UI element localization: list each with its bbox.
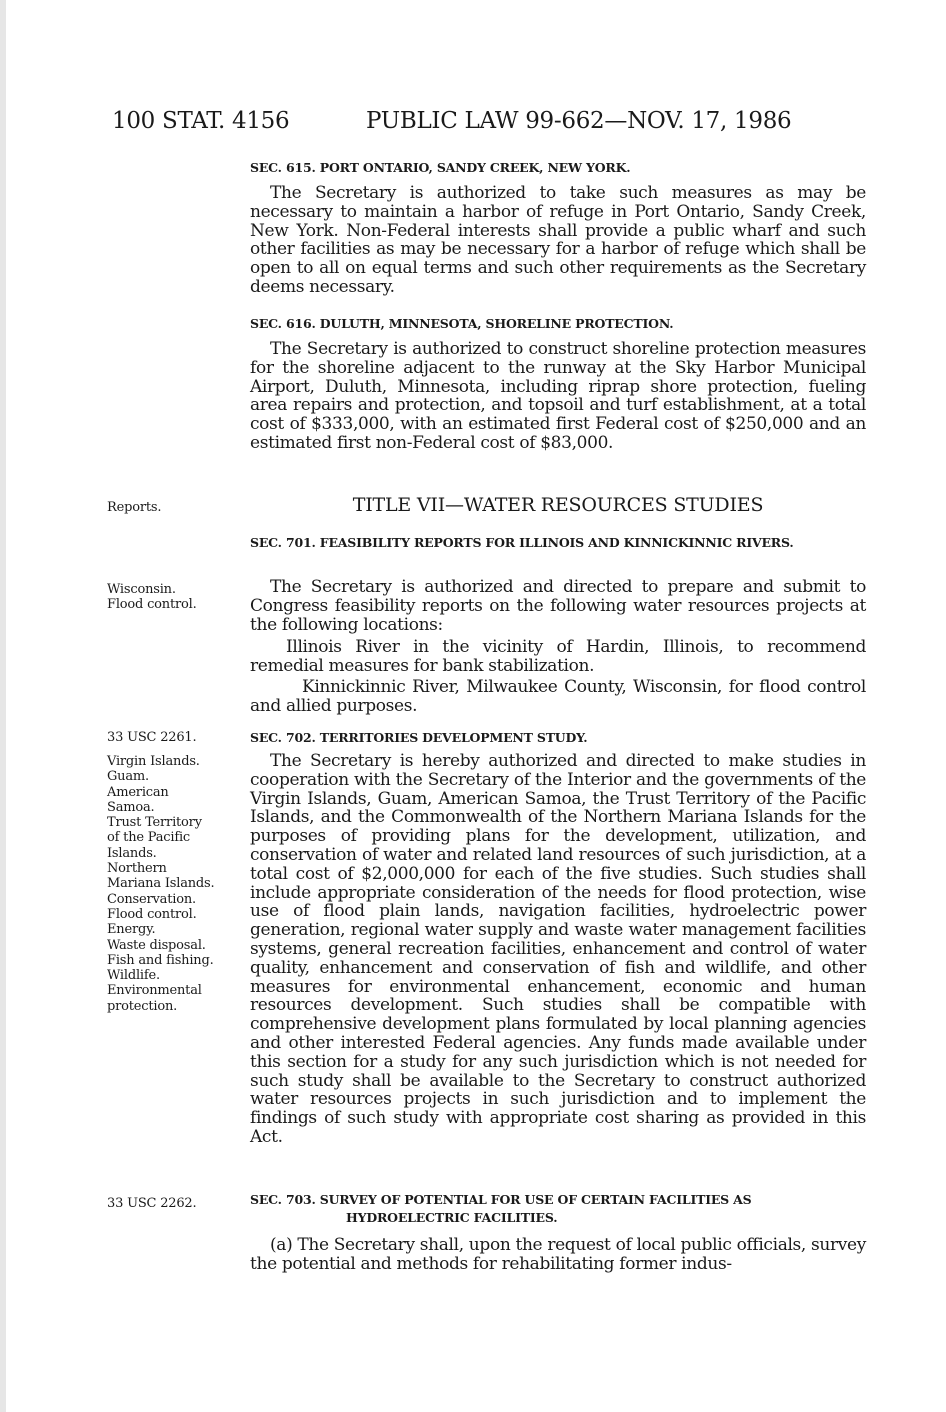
margin-note: Mariana Islands. xyxy=(107,876,215,892)
section-702-heading: SEC. 702. TERRITORIES DEVELOPMENT STUDY. xyxy=(250,730,588,745)
margin-note: American xyxy=(107,784,169,800)
scan-edge xyxy=(0,0,6,1412)
margin-note: Environmental xyxy=(107,983,202,999)
margin-note-reports: Reports. xyxy=(107,500,162,515)
margin-note: Waste disposal. xyxy=(107,937,206,953)
margin-notes-702 xyxy=(107,754,237,1014)
margin-wisconsin: Wisconsin. xyxy=(107,582,176,597)
section-615-body: The Secretary is authorized to take such measures as may be necessary to maintain a harbor of refuge in Port Ontario, Sandy Creek, New York. Non-Federal interests shall provide a public wharf and such other facilities as may be necessary for a harbor of refuge which shall be open to all on equal terms and such other requirements as the Secretary deems necessary. xyxy=(250,183,866,297)
section-701-heading: SEC. 701. FEASIBILITY REPORTS FOR ILLINOIS AND KINNICKINNIC RIVERS. xyxy=(250,535,794,550)
page-reference: 100 STAT. 4156 xyxy=(112,108,290,134)
section-616-text xyxy=(250,340,866,453)
section-615-text xyxy=(250,184,866,297)
margin-note: Virgin Islands. xyxy=(107,754,200,769)
section-701-item-1 xyxy=(250,638,866,676)
section-615-heading: SEC. 615. PORT ONTARIO, SANDY CREEK, NEW YORK. xyxy=(250,160,631,175)
section-702-text xyxy=(250,752,866,1147)
section-701-text xyxy=(250,578,866,634)
margin-note: Trust Territory xyxy=(107,815,202,831)
section-703-body: (a) The Secretary shall, upon the request of local public officials, survey the potential and methods for rehabilitating former indus- xyxy=(250,1235,867,1274)
section-702-body: The Secretary is hereby authorized and directed to make studies in cooperation with the Secretary of the Interior and the governments of the Virgin Islands, Guam, American Samoa, the Trust Territory of the Pacific Islands, and the Commonwealth of the Northern Mariana Islands for the purposes of providing plans for the development, utilization, and conservation of water and related land resources of such jurisdiction, at a total cost of $2,000,000 for each of the five studies. Such studies shall include appropriate consideration of the needs for flood protection, wise use of flood plain lands, navigation facilities, hydroelectric power generation, regional water supply and waste water management facilities systems, general recreation facilities, enhancement and control of water quality, enhancement and conservation of fish and wildlife, and other measures for environmental enhancement, economic and human resources development. Such studies shall be compatible with comprehensive development plans formulated by local planning agencies and other interested Federal agencies. Any funds made available under this section for a study for any such jurisdiction which is not needed for such study shall be available to the Secretary to construct authorized water resources projects in such jurisdiction and to implement the findings of such study with appropriate cost sharing as provided in this Act. xyxy=(250,751,866,1147)
section-701-body: The Secretary is authorized and directed to prepare and submit to Congress feasibility reports on the following water resources projects at the following locations: xyxy=(250,577,866,635)
margin-note: Conservation. xyxy=(107,891,196,907)
margin-flood-control: Flood control. xyxy=(107,597,197,613)
margin-note-usc-2261: 33 USC 2261. xyxy=(107,730,197,745)
margin-note: Fish and fishing. xyxy=(107,952,214,968)
margin-note: of the Pacific xyxy=(107,830,190,846)
section-616-body: The Secretary is authorized to construct shoreline protection measures for the shoreline adjacent to the runway at the Sky Harbor Municipal Airport, Duluth, Minnesota, including riprap shore protection, fueling area repairs and protection, and topsoil and turf establishment, at a total cost of $333,000, with an estimated first Federal cost of $250,000 and an estimated first non-Federal cost of $83,000. xyxy=(250,339,866,453)
item-kinnickinnic: Kinnickinnic River, Milwaukee County, Wisconsin, for flood control and allied purposes. xyxy=(250,677,866,716)
margin-note: Islands. xyxy=(107,845,157,861)
margin-note: Samoa. xyxy=(107,799,155,815)
section-703-heading-line2: HYDROELECTRIC FACILITIES. xyxy=(346,1210,558,1225)
margin-note: Flood control. xyxy=(107,906,197,922)
margin-note: Guam. xyxy=(107,769,149,785)
margin-note: Northern xyxy=(107,861,167,877)
margin-note: Energy. xyxy=(107,922,156,938)
section-701-item-2 xyxy=(250,678,866,716)
section-616-heading: SEC. 616. DULUTH, MINNESOTA, SHORELINE PROTECTION. xyxy=(250,316,674,331)
margin-note-wisconsin xyxy=(107,582,237,613)
section-703-heading-line1: SEC. 703. SURVEY OF POTENTIAL FOR USE OF CERTAIN FACILITIES AS xyxy=(250,1192,752,1207)
margin-note: protection. xyxy=(107,998,178,1014)
law-title: PUBLIC LAW 99-662—NOV. 17, 1986 xyxy=(366,108,792,134)
section-703-text xyxy=(250,1236,866,1274)
margin-note: Wildlife. xyxy=(107,968,160,984)
item-illinois: Illinois River in the vicinity of Hardin, Illinois, to recommend remedial measures for bank stabilization. xyxy=(250,637,866,676)
title-vii-heading: TITLE VII—WATER RESOURCES STUDIES xyxy=(352,494,764,516)
margin-note-usc-2262: 33 USC 2262. xyxy=(107,1196,197,1211)
